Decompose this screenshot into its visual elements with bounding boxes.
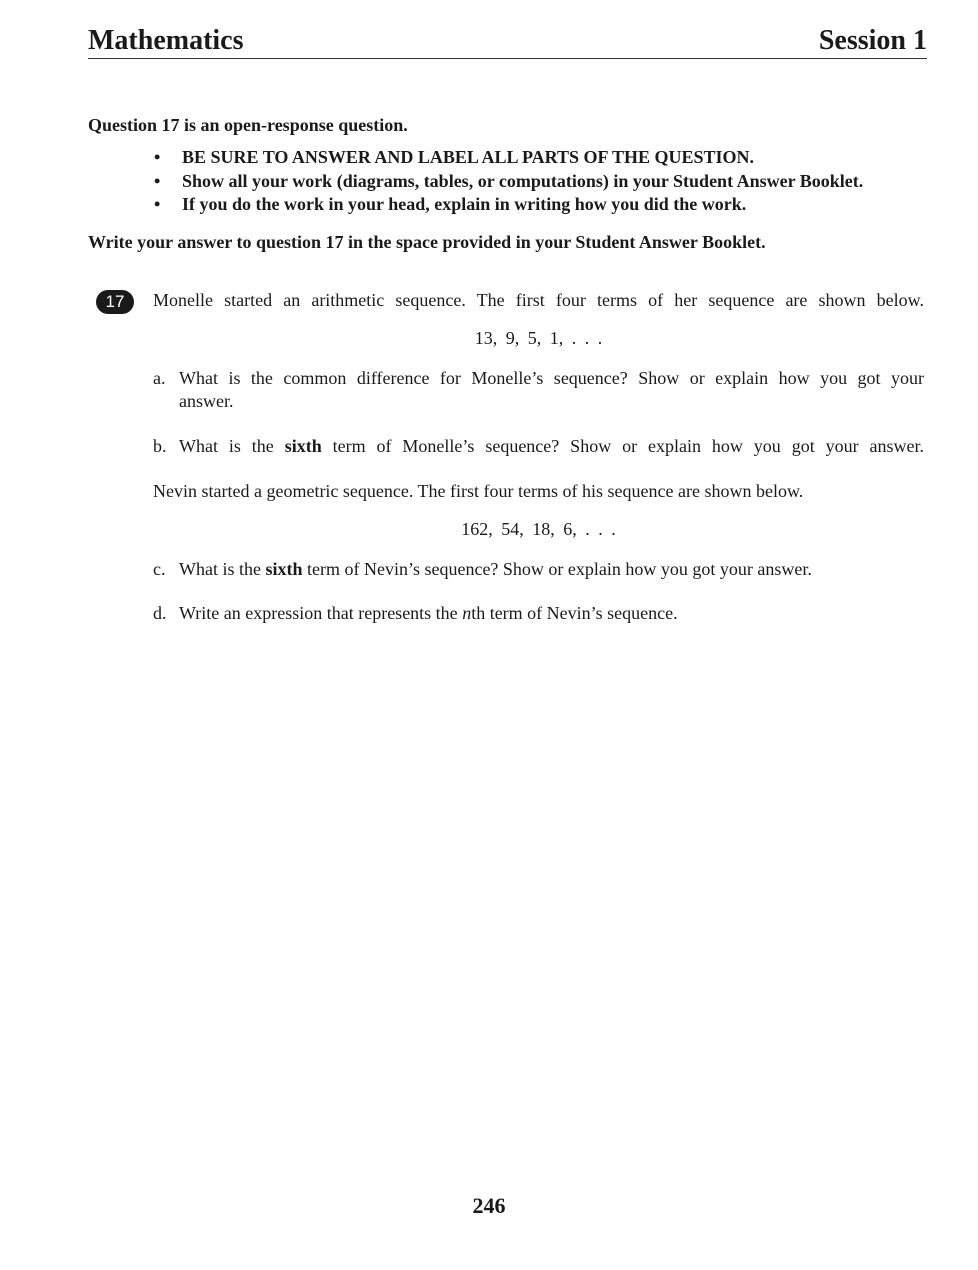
part-c-text-start: What is the: [179, 559, 266, 579]
question-number-badge: 17: [96, 290, 134, 314]
part-c-text-end: term of Nevin’s sequence? Show or explain how you got your answer.: [302, 559, 812, 579]
question-type-heading: Question 17 is an open-response question.: [88, 115, 408, 135]
part-letter: b.: [153, 436, 167, 456]
part-c-emphasis: sixth: [265, 559, 303, 579]
answer-location-instruction: Write your answer to question 17 in the space provided in your Student Answer Booklet.: [88, 232, 766, 252]
part-d-text-end: th term of Nevin’s sequence.: [471, 603, 678, 623]
part-d-text: [179, 602, 924, 625]
part-a-text: [179, 367, 924, 413]
instruction-text: If you do the work in your head, explain in writing how you did the work.: [182, 194, 747, 214]
part-a-line-1: What is the common difference for Monelle’s sequence? Show or explain how you got your: [179, 368, 924, 388]
part-b: [153, 435, 924, 458]
part-b-text: [179, 435, 924, 458]
page-number: 246: [472, 1193, 506, 1218]
part-b-text-end: term of Monelle’s sequence? Show or explain how you got your answer.: [321, 436, 924, 456]
instructions: [88, 114, 927, 217]
part-c: [153, 558, 924, 581]
bullet-icon: •: [154, 170, 161, 191]
geometric-terms: 162, 54, 18, 6, . . .: [461, 519, 616, 539]
bullet-icon: •: [154, 147, 161, 167]
part-a-line-2: answer.: [179, 391, 234, 411]
part-c-text: [179, 558, 924, 581]
instruction-text: Show all your work (diagrams, tables, or computations) in your Student Answer Booklet.: [182, 170, 864, 191]
part-letter: d.: [153, 603, 167, 623]
subject-title: Mathematics: [88, 25, 244, 56]
page-header: [88, 24, 927, 59]
instruction-item: [154, 193, 927, 217]
arithmetic-stem: Monelle started an arithmetic sequence. The first four terms of her sequence are shown below.: [153, 290, 924, 310]
part-d-text-start: Write an expression that represents the: [179, 603, 463, 623]
instruction-item: [154, 170, 927, 194]
instruction-text: BE SURE TO ANSWER AND LABEL ALL PARTS OF THE QUESTION.: [182, 147, 755, 167]
part-b-text-start: What is the: [179, 436, 285, 456]
bullet-icon: •: [154, 194, 161, 214]
part-letter: a.: [153, 368, 166, 388]
part-letter: c.: [153, 559, 166, 579]
geometric-stem: Nevin started a geometric sequence. The first four terms of his sequence are shown below.: [153, 481, 804, 501]
part-d: [153, 602, 924, 625]
part-b-emphasis: sixth: [284, 436, 322, 456]
session-title: Session 1: [818, 25, 927, 56]
instruction-list: [88, 146, 927, 217]
part-d-variable: n: [462, 603, 472, 623]
instruction-item: [154, 146, 927, 170]
part-a: [153, 367, 924, 413]
arithmetic-terms: 13, 9, 5, 1, . . .: [474, 328, 603, 348]
